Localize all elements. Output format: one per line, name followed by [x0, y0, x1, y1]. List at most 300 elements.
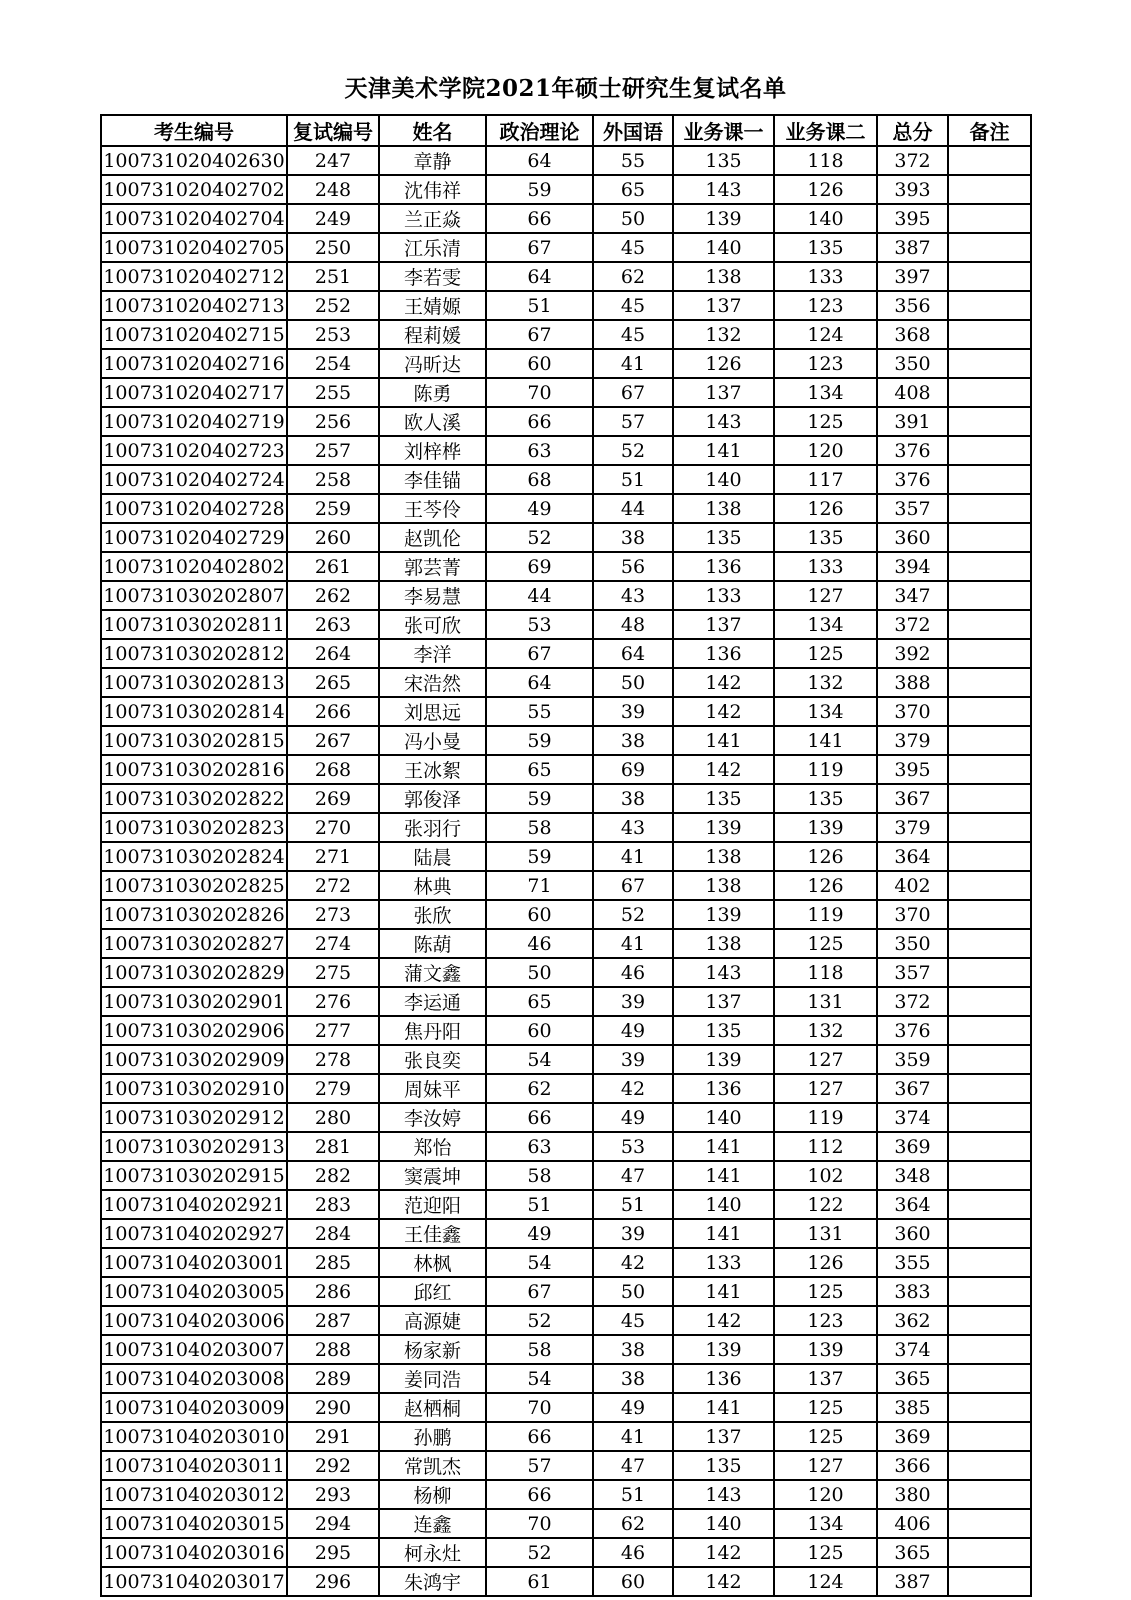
cell-foreign-language: 41 — [593, 929, 673, 958]
cell-candidate-number: 100731040203007 — [101, 1335, 287, 1364]
cell-retest-number: 276 — [287, 987, 379, 1016]
cell-total-score: 357 — [877, 958, 948, 987]
cell-remarks — [948, 175, 1031, 204]
cell-political-theory: 71 — [486, 871, 593, 900]
cell-major-course-1: 142 — [673, 668, 774, 697]
table-row — [101, 987, 1031, 1016]
table-row — [101, 436, 1031, 465]
column-header-remarks: 备注 — [948, 115, 1031, 146]
cell-total-score: 385 — [877, 1393, 948, 1422]
cell-retest-number: 268 — [287, 755, 379, 784]
cell-candidate-number: 100731030202825 — [101, 871, 287, 900]
cell-foreign-language: 67 — [593, 871, 673, 900]
cell-retest-number: 264 — [287, 639, 379, 668]
cell-total-score: 355 — [877, 1248, 948, 1277]
cell-name: 焦丹阳 — [379, 1016, 486, 1045]
cell-retest-number: 283 — [287, 1190, 379, 1219]
cell-foreign-language: 45 — [593, 291, 673, 320]
cell-political-theory: 59 — [486, 175, 593, 204]
cell-retest-number: 261 — [287, 552, 379, 581]
cell-remarks — [948, 1480, 1031, 1509]
cell-foreign-language: 42 — [593, 1074, 673, 1103]
table-row — [101, 1277, 1031, 1306]
cell-retest-number: 288 — [287, 1335, 379, 1364]
cell-major-course-1: 135 — [673, 146, 774, 175]
table-row — [101, 1190, 1031, 1219]
cell-retest-number: 265 — [287, 668, 379, 697]
cell-total-score: 369 — [877, 1422, 948, 1451]
cell-name: 杨家新 — [379, 1335, 486, 1364]
cell-retest-number: 250 — [287, 233, 379, 262]
cell-name: 李若雯 — [379, 262, 486, 291]
cell-retest-number: 272 — [287, 871, 379, 900]
cell-retest-number: 289 — [287, 1364, 379, 1393]
table-row — [101, 1248, 1031, 1277]
cell-retest-number: 270 — [287, 813, 379, 842]
cell-remarks — [948, 436, 1031, 465]
cell-remarks — [948, 1248, 1031, 1277]
table-row — [101, 842, 1031, 871]
cell-political-theory: 63 — [486, 1132, 593, 1161]
cell-retest-number: 294 — [287, 1509, 379, 1538]
cell-remarks — [948, 610, 1031, 639]
cell-foreign-language: 46 — [593, 958, 673, 987]
cell-foreign-language: 53 — [593, 1132, 673, 1161]
cell-candidate-number: 100731040203005 — [101, 1277, 287, 1306]
cell-total-score: 394 — [877, 552, 948, 581]
cell-major-course-1: 133 — [673, 581, 774, 610]
cell-candidate-number: 100731030202909 — [101, 1045, 287, 1074]
cell-remarks — [948, 552, 1031, 581]
cell-foreign-language: 41 — [593, 349, 673, 378]
cell-name: 郑怡 — [379, 1132, 486, 1161]
cell-name: 刘梓桦 — [379, 436, 486, 465]
table-body — [101, 146, 1031, 1596]
cell-remarks — [948, 146, 1031, 175]
cell-major-course-2: 120 — [774, 1480, 877, 1509]
cell-candidate-number: 100731040203012 — [101, 1480, 287, 1509]
cell-total-score: 380 — [877, 1480, 948, 1509]
cell-remarks — [948, 1538, 1031, 1567]
cell-name: 郭俊泽 — [379, 784, 486, 813]
cell-retest-number: 284 — [287, 1219, 379, 1248]
cell-name: 李佳锚 — [379, 465, 486, 494]
cell-candidate-number: 100731020402716 — [101, 349, 287, 378]
cell-political-theory: 66 — [486, 1422, 593, 1451]
cell-major-course-1: 143 — [673, 958, 774, 987]
cell-remarks — [948, 1335, 1031, 1364]
cell-candidate-number: 100731020402717 — [101, 378, 287, 407]
cell-political-theory: 65 — [486, 987, 593, 1016]
cell-retest-number: 285 — [287, 1248, 379, 1277]
cell-foreign-language: 47 — [593, 1161, 673, 1190]
cell-major-course-1: 138 — [673, 494, 774, 523]
column-header-major-course-1: 业务课一 — [673, 115, 774, 146]
cell-candidate-number: 100731030202829 — [101, 958, 287, 987]
cell-foreign-language: 41 — [593, 842, 673, 871]
cell-name: 张欣 — [379, 900, 486, 929]
cell-remarks — [948, 1016, 1031, 1045]
cell-major-course-2: 123 — [774, 291, 877, 320]
cell-major-course-2: 134 — [774, 1509, 877, 1538]
cell-candidate-number: 100731020402724 — [101, 465, 287, 494]
cell-foreign-language: 50 — [593, 668, 673, 697]
cell-foreign-language: 49 — [593, 1103, 673, 1132]
cell-major-course-1: 138 — [673, 929, 774, 958]
cell-foreign-language: 45 — [593, 233, 673, 262]
cell-major-course-2: 141 — [774, 726, 877, 755]
cell-remarks — [948, 1509, 1031, 1538]
cell-retest-number: 273 — [287, 900, 379, 929]
cell-total-score: 364 — [877, 842, 948, 871]
cell-political-theory: 52 — [486, 1306, 593, 1335]
table-row — [101, 407, 1031, 436]
cell-remarks — [948, 204, 1031, 233]
table-row — [101, 552, 1031, 581]
cell-major-course-2: 120 — [774, 436, 877, 465]
cell-total-score: 372 — [877, 146, 948, 175]
cell-political-theory: 59 — [486, 842, 593, 871]
cell-total-score: 372 — [877, 610, 948, 639]
cell-candidate-number: 100731040202927 — [101, 1219, 287, 1248]
cell-foreign-language: 38 — [593, 523, 673, 552]
cell-retest-number: 247 — [287, 146, 379, 175]
cell-remarks — [948, 1190, 1031, 1219]
cell-retest-number: 248 — [287, 175, 379, 204]
cell-major-course-1: 142 — [673, 697, 774, 726]
cell-major-course-2: 126 — [774, 842, 877, 871]
cell-total-score: 395 — [877, 204, 948, 233]
cell-major-course-1: 143 — [673, 1480, 774, 1509]
cell-political-theory: 67 — [486, 639, 593, 668]
cell-name: 窦震坤 — [379, 1161, 486, 1190]
cell-foreign-language: 39 — [593, 697, 673, 726]
column-header-name: 姓名 — [379, 115, 486, 146]
cell-major-course-1: 135 — [673, 1016, 774, 1045]
cell-retest-number: 271 — [287, 842, 379, 871]
column-header-political-theory: 政治理论 — [486, 115, 593, 146]
table-row — [101, 1074, 1031, 1103]
cell-remarks — [948, 581, 1031, 610]
cell-candidate-number: 100731030202811 — [101, 610, 287, 639]
cell-political-theory: 46 — [486, 929, 593, 958]
cell-remarks — [948, 1045, 1031, 1074]
cell-major-course-2: 133 — [774, 262, 877, 291]
cell-major-course-2: 126 — [774, 494, 877, 523]
cell-political-theory: 58 — [486, 1161, 593, 1190]
cell-candidate-number: 100731020402802 — [101, 552, 287, 581]
cell-major-course-2: 117 — [774, 465, 877, 494]
cell-retest-number: 277 — [287, 1016, 379, 1045]
cell-major-course-1: 138 — [673, 262, 774, 291]
table-row — [101, 1393, 1031, 1422]
cell-major-course-1: 141 — [673, 436, 774, 465]
cell-political-theory: 67 — [486, 1277, 593, 1306]
cell-foreign-language: 51 — [593, 1480, 673, 1509]
cell-retest-number: 253 — [287, 320, 379, 349]
cell-remarks — [948, 1364, 1031, 1393]
cell-retest-number: 291 — [287, 1422, 379, 1451]
cell-remarks — [948, 784, 1031, 813]
cell-foreign-language: 47 — [593, 1451, 673, 1480]
cell-candidate-number: 100731030202910 — [101, 1074, 287, 1103]
table-row — [101, 378, 1031, 407]
cell-major-course-1: 137 — [673, 1422, 774, 1451]
cell-candidate-number: 100731020402729 — [101, 523, 287, 552]
cell-political-theory: 54 — [486, 1364, 593, 1393]
cell-major-course-2: 112 — [774, 1132, 877, 1161]
table-row — [101, 581, 1031, 610]
cell-political-theory: 66 — [486, 204, 593, 233]
cell-major-course-1: 142 — [673, 1567, 774, 1596]
cell-foreign-language: 60 — [593, 1567, 673, 1596]
cell-remarks — [948, 1277, 1031, 1306]
table-row — [101, 755, 1031, 784]
table-row — [101, 900, 1031, 929]
table-row — [101, 639, 1031, 668]
cell-name: 欧人溪 — [379, 407, 486, 436]
cell-candidate-number: 100731020402713 — [101, 291, 287, 320]
table-row — [101, 175, 1031, 204]
cell-total-score: 366 — [877, 1451, 948, 1480]
cell-political-theory: 61 — [486, 1567, 593, 1596]
column-header-foreign-language: 外国语 — [593, 115, 673, 146]
cell-remarks — [948, 668, 1031, 697]
cell-retest-number: 262 — [287, 581, 379, 610]
cell-major-course-2: 122 — [774, 1190, 877, 1219]
cell-retest-number: 279 — [287, 1074, 379, 1103]
cell-remarks — [948, 378, 1031, 407]
cell-candidate-number: 100731030202812 — [101, 639, 287, 668]
cell-political-theory: 67 — [486, 320, 593, 349]
cell-retest-number: 275 — [287, 958, 379, 987]
cell-foreign-language: 57 — [593, 407, 673, 436]
cell-major-course-1: 139 — [673, 1335, 774, 1364]
table-row — [101, 871, 1031, 900]
cell-retest-number: 296 — [287, 1567, 379, 1596]
cell-major-course-2: 125 — [774, 1393, 877, 1422]
cell-remarks — [948, 842, 1031, 871]
cell-major-course-2: 123 — [774, 349, 877, 378]
cell-name: 陈勇 — [379, 378, 486, 407]
cell-major-course-2: 118 — [774, 146, 877, 175]
cell-name: 李运通 — [379, 987, 486, 1016]
cell-total-score: 395 — [877, 755, 948, 784]
cell-political-theory: 55 — [486, 697, 593, 726]
cell-remarks — [948, 1422, 1031, 1451]
cell-remarks — [948, 1103, 1031, 1132]
cell-major-course-2: 125 — [774, 1277, 877, 1306]
cell-major-course-1: 140 — [673, 1103, 774, 1132]
cell-total-score: 367 — [877, 1074, 948, 1103]
cell-major-course-1: 136 — [673, 1364, 774, 1393]
cell-major-course-2: 135 — [774, 233, 877, 262]
cell-total-score: 359 — [877, 1045, 948, 1074]
cell-total-score: 348 — [877, 1161, 948, 1190]
cell-candidate-number: 100731030202906 — [101, 1016, 287, 1045]
cell-major-course-2: 139 — [774, 813, 877, 842]
cell-name: 张可欣 — [379, 610, 486, 639]
cell-major-course-1: 139 — [673, 900, 774, 929]
cell-foreign-language: 45 — [593, 320, 673, 349]
cell-political-theory: 59 — [486, 784, 593, 813]
cell-remarks — [948, 1451, 1031, 1480]
cell-candidate-number: 100731030202813 — [101, 668, 287, 697]
cell-foreign-language: 52 — [593, 900, 673, 929]
cell-candidate-number: 100731030202807 — [101, 581, 287, 610]
cell-political-theory: 70 — [486, 1509, 593, 1538]
table-row — [101, 1103, 1031, 1132]
cell-political-theory: 64 — [486, 668, 593, 697]
cell-major-course-2: 124 — [774, 320, 877, 349]
cell-remarks — [948, 871, 1031, 900]
table-row — [101, 1422, 1031, 1451]
cell-name: 蒲文鑫 — [379, 958, 486, 987]
cell-remarks — [948, 291, 1031, 320]
cell-major-course-2: 134 — [774, 610, 877, 639]
cell-major-course-2: 125 — [774, 639, 877, 668]
table-row — [101, 262, 1031, 291]
cell-total-score: 350 — [877, 349, 948, 378]
table-row — [101, 233, 1031, 262]
cell-major-course-1: 141 — [673, 1161, 774, 1190]
cell-remarks — [948, 262, 1031, 291]
cell-remarks — [948, 813, 1031, 842]
cell-total-score: 387 — [877, 233, 948, 262]
column-header-major-course-2: 业务课二 — [774, 115, 877, 146]
cell-candidate-number: 100731020402704 — [101, 204, 287, 233]
cell-total-score: 369 — [877, 1132, 948, 1161]
cell-major-course-2: 134 — [774, 378, 877, 407]
cell-total-score: 397 — [877, 262, 948, 291]
cell-major-course-2: 137 — [774, 1364, 877, 1393]
cell-total-score: 383 — [877, 1277, 948, 1306]
table-row — [101, 697, 1031, 726]
cell-political-theory: 66 — [486, 1103, 593, 1132]
cell-major-course-2: 125 — [774, 1422, 877, 1451]
cell-major-course-2: 131 — [774, 987, 877, 1016]
cell-remarks — [948, 1306, 1031, 1335]
cell-political-theory: 68 — [486, 465, 593, 494]
cell-major-course-1: 135 — [673, 523, 774, 552]
cell-political-theory: 66 — [486, 1480, 593, 1509]
cell-name: 刘思远 — [379, 697, 486, 726]
cell-remarks — [948, 494, 1031, 523]
cell-major-course-1: 135 — [673, 784, 774, 813]
cell-remarks — [948, 639, 1031, 668]
cell-total-score: 370 — [877, 697, 948, 726]
cell-candidate-number: 100731040203017 — [101, 1567, 287, 1596]
cell-political-theory: 49 — [486, 494, 593, 523]
cell-foreign-language: 38 — [593, 784, 673, 813]
cell-political-theory: 52 — [486, 1538, 593, 1567]
cell-name: 赵凯伦 — [379, 523, 486, 552]
cell-candidate-number: 100731040203001 — [101, 1248, 287, 1277]
cell-foreign-language: 50 — [593, 1277, 673, 1306]
cell-total-score: 388 — [877, 668, 948, 697]
cell-candidate-number: 100731030202915 — [101, 1161, 287, 1190]
cell-candidate-number: 100731030202823 — [101, 813, 287, 842]
cell-major-course-1: 137 — [673, 291, 774, 320]
cell-foreign-language: 46 — [593, 1538, 673, 1567]
cell-major-course-1: 142 — [673, 755, 774, 784]
cell-candidate-number: 100731040202921 — [101, 1190, 287, 1219]
cell-foreign-language: 39 — [593, 987, 673, 1016]
cell-political-theory: 52 — [486, 523, 593, 552]
cell-major-course-2: 124 — [774, 1567, 877, 1596]
cell-total-score: 376 — [877, 436, 948, 465]
cell-candidate-number: 100731020402712 — [101, 262, 287, 291]
cell-foreign-language: 49 — [593, 1016, 673, 1045]
cell-foreign-language: 44 — [593, 494, 673, 523]
cell-retest-number: 258 — [287, 465, 379, 494]
cell-name: 冯昕达 — [379, 349, 486, 378]
cell-major-course-2: 135 — [774, 784, 877, 813]
cell-foreign-language: 62 — [593, 262, 673, 291]
cell-political-theory: 64 — [486, 146, 593, 175]
cell-name: 范迎阳 — [379, 1190, 486, 1219]
cell-candidate-number: 100731040203009 — [101, 1393, 287, 1422]
cell-name: 陈葫 — [379, 929, 486, 958]
cell-political-theory: 59 — [486, 726, 593, 755]
cell-name: 李汝婷 — [379, 1103, 486, 1132]
cell-remarks — [948, 900, 1031, 929]
cell-candidate-number: 100731020402705 — [101, 233, 287, 262]
cell-political-theory: 60 — [486, 349, 593, 378]
cell-name: 宋浩然 — [379, 668, 486, 697]
cell-retest-number: 266 — [287, 697, 379, 726]
cell-name: 孙鹏 — [379, 1422, 486, 1451]
cell-major-course-2: 127 — [774, 1451, 877, 1480]
cell-name: 李易慧 — [379, 581, 486, 610]
cell-political-theory: 67 — [486, 233, 593, 262]
cell-candidate-number: 100731020402723 — [101, 436, 287, 465]
cell-candidate-number: 100731040203006 — [101, 1306, 287, 1335]
cell-candidate-number: 100731030202912 — [101, 1103, 287, 1132]
cell-major-course-2: 126 — [774, 1248, 877, 1277]
cell-foreign-language: 49 — [593, 1393, 673, 1422]
cell-major-course-2: 119 — [774, 755, 877, 784]
cell-political-theory: 60 — [486, 1016, 593, 1045]
cell-major-course-1: 140 — [673, 233, 774, 262]
cell-major-course-1: 137 — [673, 987, 774, 1016]
cell-foreign-language: 48 — [593, 610, 673, 639]
cell-major-course-2: 131 — [774, 1219, 877, 1248]
cell-major-course-1: 143 — [673, 175, 774, 204]
cell-candidate-number: 100731020402702 — [101, 175, 287, 204]
cell-major-course-2: 118 — [774, 958, 877, 987]
cell-major-course-1: 126 — [673, 349, 774, 378]
cell-total-score: 402 — [877, 871, 948, 900]
column-header-candidate-number: 考生编号 — [101, 115, 287, 146]
cell-major-course-1: 140 — [673, 1190, 774, 1219]
cell-retest-number: 278 — [287, 1045, 379, 1074]
cell-political-theory: 51 — [486, 1190, 593, 1219]
cell-major-course-1: 135 — [673, 1451, 774, 1480]
cell-total-score: 360 — [877, 1219, 948, 1248]
cell-foreign-language: 51 — [593, 465, 673, 494]
cell-foreign-language: 65 — [593, 175, 673, 204]
cell-major-course-2: 135 — [774, 523, 877, 552]
cell-major-course-1: 139 — [673, 204, 774, 233]
cell-political-theory: 58 — [486, 1335, 593, 1364]
cell-name: 常凯杰 — [379, 1451, 486, 1480]
cell-name: 陆晨 — [379, 842, 486, 871]
cell-remarks — [948, 407, 1031, 436]
cell-total-score: 350 — [877, 929, 948, 958]
cell-name: 林典 — [379, 871, 486, 900]
cell-total-score: 372 — [877, 987, 948, 1016]
